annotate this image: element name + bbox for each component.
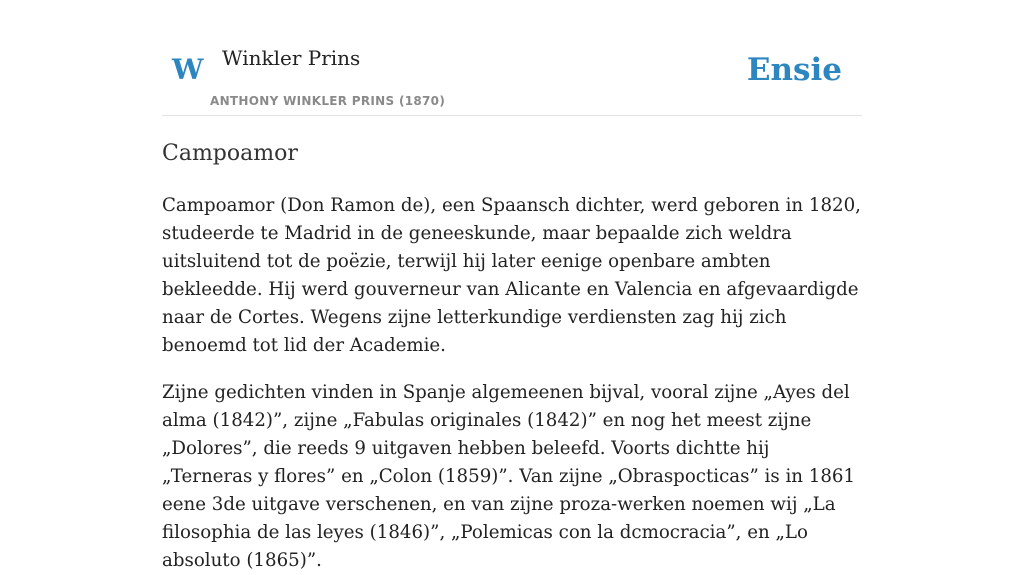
source-header [162,0,862,116]
winkler-prins-logo[interactable]: W [172,53,204,86]
source-subtitle: ANTHONY WINKLER PRINS (1870) [210,94,446,108]
ensie-brand-logo[interactable]: Ensie [746,52,842,88]
article-title: Campoamor [162,141,298,166]
source-title-link[interactable]: Winkler Prins [222,46,361,70]
article-body [162,138,862,575]
article-paragraph-1: Campoamor (Don Ramon de), een Spaansch dichter, werd geboren in 1820, studeerde te Madrid in de geneeskunde, maar bepaalde zich weldra uitsluitend tot de poëzie, terwijl hij later eenige openbare ambten bekleedde. Hij werd gouverneur van Alicante en Valencia en afgevaardigde naar de Cortes. Wegens zijne letterkundige verdiensten zag hij zich benoemd tot lid der Academie. [162,195,861,356]
article-paragraph-2: Zijne gedichten vinden in Spanje algemeenen bijval, vooral zijne „Ayes del alma (1842)”, zijne „Fabulas originales (1842)” en nog het meest zijne „Dolores”, die reeds 9 uitgaven hebben beleefd. Voorts dichtte hij „Terneras y flores” en „Colon (1859)”. Van zijne „Obraspocticas” is in 1861 eene 3de uitgave verschenen, en van zijne proza-werken noemen wij „La filosophia de las leyes (1846)”, „Polemicas con la dcmocracia”, en „Lo absoluto (1865)”. [162,382,856,571]
